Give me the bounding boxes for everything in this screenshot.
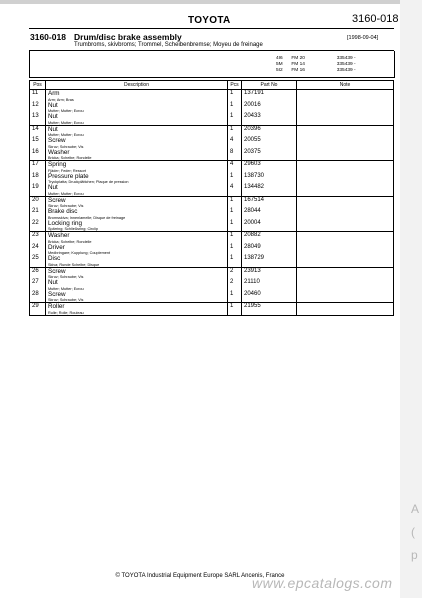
cell-note [297,291,394,303]
cell-note [297,149,394,161]
cell-note [297,279,394,291]
cell-pos: 16 [30,149,46,161]
table-row [30,102,394,114]
part-name: Brake disc [48,208,78,215]
cell-pos: 29 [30,303,46,316]
cell-note [297,208,394,220]
cell-note [297,125,394,137]
cell-pcs: 1 [228,102,242,114]
cell-pos: 20 [30,196,46,208]
cell-pcs: 1 [228,196,242,208]
part-name: Washer [48,232,70,239]
part-name: Screw [48,267,66,275]
cell-pcs: 4 [228,161,242,173]
cell-description [46,208,228,220]
cell-note [297,137,394,149]
cell-pcs: 1 [228,244,242,256]
cell-description [46,279,228,291]
cell-description [46,125,228,137]
cell-pcs: 1 [228,125,242,137]
parts-table-header [30,81,394,90]
table-row [30,232,394,244]
model-code: 4I6 [276,56,283,61]
model-line [276,62,356,67]
model-serial: 335439 - [336,62,356,67]
cell-description [46,161,228,173]
cell-note [297,267,394,279]
cell-pos: 11 [30,90,46,102]
cell-pos: 25 [30,255,46,267]
cell-part-no: 167514 [242,196,297,208]
part-name: Screw [48,137,66,144]
model-code: 5I2 [276,68,283,73]
document-number: 3160-018 [352,13,399,25]
model-name: FM 14 [291,62,305,67]
cell-description [46,173,228,185]
cell-pcs: 2 [228,267,242,279]
part-translations: Skruv; Schraube; Vis [48,204,84,208]
part-name: Roller [48,303,65,310]
part-translations: Tryckplatta; Druckplättchen; Plaque de pression [48,180,129,184]
table-row [30,161,394,173]
cell-pcs: 1 [228,232,242,244]
cell-description [46,267,228,279]
cell-note [297,303,394,316]
part-name: Pressure plate [48,172,89,180]
cell-part-no: 20433 [242,113,297,125]
part-translations: Skruv; Schraube; Vis [48,144,84,149]
cell-pcs: 4 [228,184,242,196]
cell-pcs: 1 [228,220,242,232]
cell-note [297,244,394,256]
model-line [276,68,356,73]
cell-note [297,184,394,196]
part-translations: Rulle; Rolle; Rouleau [48,310,84,315]
cell-pcs: 4 [228,137,242,149]
part-translations: Medbringare; Kupplung; Couplement [48,251,111,255]
part-name: Washer [48,148,70,156]
cell-description [46,184,228,196]
cell-pos: 23 [30,232,46,244]
cell-description [46,90,228,102]
cell-note [297,232,394,244]
table-row [30,220,394,232]
cell-note [297,255,394,267]
part-name: Nut [48,101,58,109]
cell-part-no: 20055 [242,137,297,149]
cell-description [46,291,228,303]
part-translations: Bricka; Scheibe; Rondelle [48,239,92,244]
brand-name: TOYOTA [188,15,231,26]
part-translations: Mutter; Mutter; Ecrou [48,191,84,196]
table-row [30,208,394,220]
part-translations: Skiva; Runde Scheibe; Disque [48,262,100,267]
section-date: [1998-09-04] [347,35,379,41]
model-serial: 335439 - [336,56,356,61]
cell-part-no: 20460 [242,291,297,303]
cell-part-no: 28049 [242,244,297,256]
part-translations: Bricka; Scheibe; Rondelle [48,156,92,160]
watermark: www.epcatalogs.com [252,575,393,591]
table-row [30,279,394,291]
cell-pos: 21 [30,208,46,220]
cell-description [46,220,228,232]
cell-pos: 14 [30,125,46,137]
cell-pos: 19 [30,184,46,196]
cell-pos: 12 [30,102,46,114]
cell-pcs: 8 [228,149,242,161]
table-row [30,137,394,149]
cell-note [297,102,394,114]
model-name: FM 20 [291,56,305,61]
part-translations: Skruv; Schraube; Vis [48,298,84,302]
cell-pos: 28 [30,291,46,303]
cell-pcs: 2 [228,279,242,291]
table-row [30,113,394,125]
cell-part-no: 20375 [242,149,297,161]
cell-description [46,149,228,161]
table-row [30,303,394,316]
part-name: Nut [48,113,58,120]
cell-pos: 13 [30,113,46,125]
copyright-footer: © TOYOTA Industrial Equipment Europe SARL Ancenis, France [115,573,285,579]
cell-pcs: 1 [228,113,242,125]
cell-part-no: 23913 [242,267,297,279]
model-applicability-box [29,51,395,78]
cell-part-no: 21110 [242,279,297,291]
col-header-pos: Pos [30,81,46,90]
model-serial: 335439 - [336,68,356,73]
header-divider [29,28,394,29]
cell-pos: 17 [30,161,46,173]
cell-part-no: 20396 [242,125,297,137]
cell-part-no: 20016 [242,102,297,114]
cell-pcs: 1 [228,303,242,316]
cell-part-no: 20004 [242,220,297,232]
cell-description [46,196,228,208]
table-row [30,244,394,256]
cell-description [46,113,228,125]
model-code: 5M [276,62,283,67]
table-row [30,196,394,208]
table-row [30,125,394,137]
section-title: Drum/disc brake assembly [74,32,182,42]
part-name: Spring [48,161,67,168]
cell-part-no: 137191 [242,90,297,102]
cell-pos: 15 [30,137,46,149]
cell-pos: 27 [30,279,46,291]
section-subtitle: Trumbroms, skivbroms; Trommel, Scheibenbremse; Moyeu de freinage [74,42,263,48]
col-header-pcs: Pcs [228,81,242,90]
parts-table [29,80,394,316]
part-name: Nut [48,125,58,133]
cell-description [46,137,228,149]
cell-pcs: 1 [228,90,242,102]
part-translations: Mutter; Mutter; Ecrou [48,120,84,125]
part-translations: Skruv; Schraube; Vis [48,275,84,279]
part-name: Driver [48,243,65,251]
cell-note [297,90,394,102]
cell-part-no: 138730 [242,173,297,185]
col-header-part-no: Part No [242,81,297,90]
cell-pcs: 1 [228,255,242,267]
model-name: FM 16 [291,68,305,73]
cell-part-no: 21955 [242,303,297,316]
part-name: Arm [48,90,60,97]
parts-table-body [30,90,394,316]
part-translations: Mutter; Mutter; Ecrou [48,286,84,291]
table-row [30,255,394,267]
part-translations: Mutter; Mutter; Ecrou [48,109,84,113]
table-row [30,149,394,161]
cell-part-no: 28044 [242,208,297,220]
cell-part-no: 134482 [242,184,297,196]
table-row [30,184,394,196]
cell-part-no: 20882 [242,232,297,244]
cell-description [46,244,228,256]
cell-pos: 18 [30,173,46,185]
part-translations: Mutter; Mutter; Ecrou [48,133,84,137]
cell-note [297,196,394,208]
cell-part-no: 138729 [242,255,297,267]
cell-pcs: 1 [228,208,242,220]
part-name: Disc [48,255,61,262]
part-name: Screw [48,196,66,204]
table-row [30,90,394,102]
cell-pos: 26 [30,267,46,279]
part-name: Nut [48,279,58,286]
table-row [30,291,394,303]
cell-note [297,113,394,125]
col-header-note: Note [297,81,394,90]
cell-pos: 22 [30,220,46,232]
cell-description [46,303,228,316]
part-name: Nut [48,184,58,191]
cell-note [297,161,394,173]
top-edge-shadow [0,0,422,4]
cell-pos: 24 [30,244,46,256]
cell-note [297,220,394,232]
section-code: 3160-018 [30,32,66,42]
part-name: Screw [48,290,66,298]
cell-description [46,255,228,267]
cell-description [46,102,228,114]
cell-pcs: 1 [228,291,242,303]
col-header-description: Description [46,81,228,90]
cell-description [46,232,228,244]
cell-pcs: 1 [228,173,242,185]
table-row [30,173,394,185]
part-translations: Bromsskiva; Innenlamelle; Disque de freinage [48,215,126,220]
part-translations: Arm; Arm; Bras [48,97,74,102]
table-row [30,267,394,279]
part-name: Locking ring [48,219,82,227]
model-line [276,56,356,61]
cell-part-no: 29603 [242,161,297,173]
part-translations: Fjäder; Feder; Ressort [48,168,86,173]
cell-note [297,173,394,185]
part-translations: Spärring; Schließsring; Circlip [48,227,99,231]
adjacent-page-fragment: A ( p [411,502,419,562]
